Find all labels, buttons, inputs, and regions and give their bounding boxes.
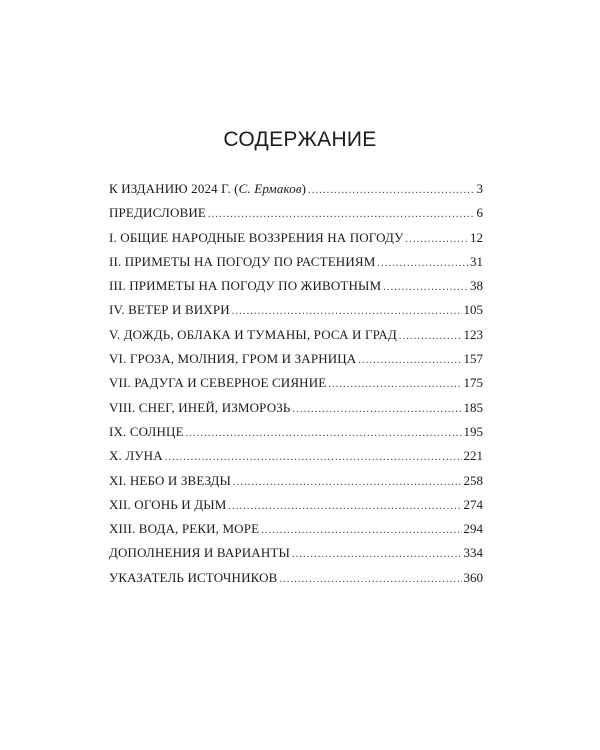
- dot-leader: [406, 231, 468, 248]
- toc-entry: [109, 544, 483, 568]
- dot-leader: [186, 425, 462, 442]
- dot-leader: [377, 255, 468, 272]
- dot-leader: [383, 279, 468, 296]
- toc-entry-page: 258: [463, 472, 483, 488]
- dot-leader: [328, 376, 461, 393]
- toc-entry-page: 360: [463, 569, 483, 585]
- toc-entry-page: 105: [463, 302, 483, 318]
- toc-entry: [109, 180, 483, 204]
- dot-leader: [228, 498, 461, 515]
- toc-entry-label: II. ПРИМЕТЫ НА ПОГОДУ ПО РАСТЕНИЯМ: [109, 253, 376, 269]
- dot-leader: [292, 546, 462, 563]
- toc-entry-label: XII. ОГОНЬ И ДЫМ: [109, 496, 227, 512]
- toc-entry: [109, 423, 483, 447]
- toc-entry: [109, 472, 483, 496]
- dot-leader: [208, 206, 473, 223]
- toc-entry-label: ПРЕДИСЛОВИЕ: [109, 205, 207, 221]
- toc-entry-page: 38: [470, 278, 483, 294]
- toc-entry-label: VII. РАДУГА И СЕВЕРНОЕ СИЯНИЕ: [109, 375, 327, 391]
- toc-entry-label: IX. СОЛНЦЕ: [109, 423, 184, 439]
- toc-entry: [109, 229, 483, 253]
- toc-entry-page: 274: [463, 496, 483, 512]
- toc-entry-page: 157: [463, 351, 483, 367]
- toc-entry: [109, 350, 483, 374]
- toc-entry-label: V. ДОЖДЬ, ОБЛАКА И ТУМАНЫ, РОСА И ГРАД: [109, 326, 397, 342]
- page-title: СОДЕРЖАНИЕ: [223, 128, 377, 151]
- toc-entry-label: III. ПРИМЕТЫ НА ПОГОДУ ПО ЖИВОТНЫМ: [109, 278, 382, 294]
- toc-entry: [109, 253, 483, 277]
- toc-entry-label: VI. ГРОЗА, МОЛНИЯ, ГРОМ И ЗАРНИЦА: [109, 351, 357, 367]
- toc-entry-page: 31: [470, 253, 483, 269]
- dot-leader: [232, 303, 462, 320]
- dot-leader: [165, 449, 462, 466]
- toc-entry: [109, 301, 483, 325]
- toc-entry: [109, 447, 483, 471]
- dot-leader: [293, 401, 462, 418]
- toc-entry-label: IV. ВЕТЕР И ВИХРИ: [109, 302, 230, 318]
- toc-entry-label: XIII. ВОДА, РЕКИ, МОРЕ: [109, 521, 260, 537]
- toc-entry-label: VIII. СНЕГ, ИНЕЙ, ИЗМОРОЗЬ: [109, 399, 291, 415]
- toc-entry: [109, 520, 483, 544]
- toc-entry-label: I. ОБЩИЕ НАРОДНЫЕ ВОЗЗРЕНИЯ НА ПОГОДУ: [109, 229, 404, 245]
- dot-leader: [358, 352, 461, 369]
- toc-entry: [109, 399, 483, 423]
- toc-entry-page: 123: [463, 326, 483, 342]
- dot-leader: [399, 328, 462, 345]
- toc-entry-page: 334: [463, 545, 483, 561]
- toc-entry-label: XI. НЕБО И ЗВЕЗДЫ: [109, 472, 231, 488]
- toc-entry-page: 175: [463, 375, 483, 391]
- toc-entry-page: 3: [476, 181, 483, 196]
- toc-entry-label: X. ЛУНА: [109, 448, 163, 464]
- dot-leader: [279, 571, 461, 588]
- dot-leader: [233, 474, 462, 491]
- dot-leader: [308, 182, 473, 199]
- toc-entry-page: 12: [470, 229, 483, 245]
- toc-entry-page: 294: [463, 521, 483, 537]
- toc-entry-page: 6: [476, 205, 483, 221]
- toc-entry: [109, 326, 483, 350]
- toc-entry-page: 221: [463, 448, 483, 464]
- toc-entry-label: ДОПОЛНЕНИЯ И ВАРИАНТЫ: [109, 545, 290, 561]
- toc-entry: [109, 496, 483, 520]
- toc-entry-label: К ИЗДАНИЮ 2024 Г. (С. Ермаков): [109, 181, 307, 196]
- toc-entry: [109, 277, 483, 301]
- toc-entry-page: 195: [463, 423, 483, 439]
- toc-entry: [109, 204, 483, 228]
- toc-entry: [109, 569, 483, 593]
- table-of-contents: [109, 180, 483, 593]
- toc-entry: [109, 374, 483, 398]
- toc-entry-label: УКАЗАТЕЛЬ ИСТОЧНИКОВ: [109, 569, 278, 585]
- toc-entry-author: С. Ермаков: [238, 181, 302, 196]
- toc-entry-page: 185: [463, 399, 483, 415]
- dot-leader: [261, 522, 461, 539]
